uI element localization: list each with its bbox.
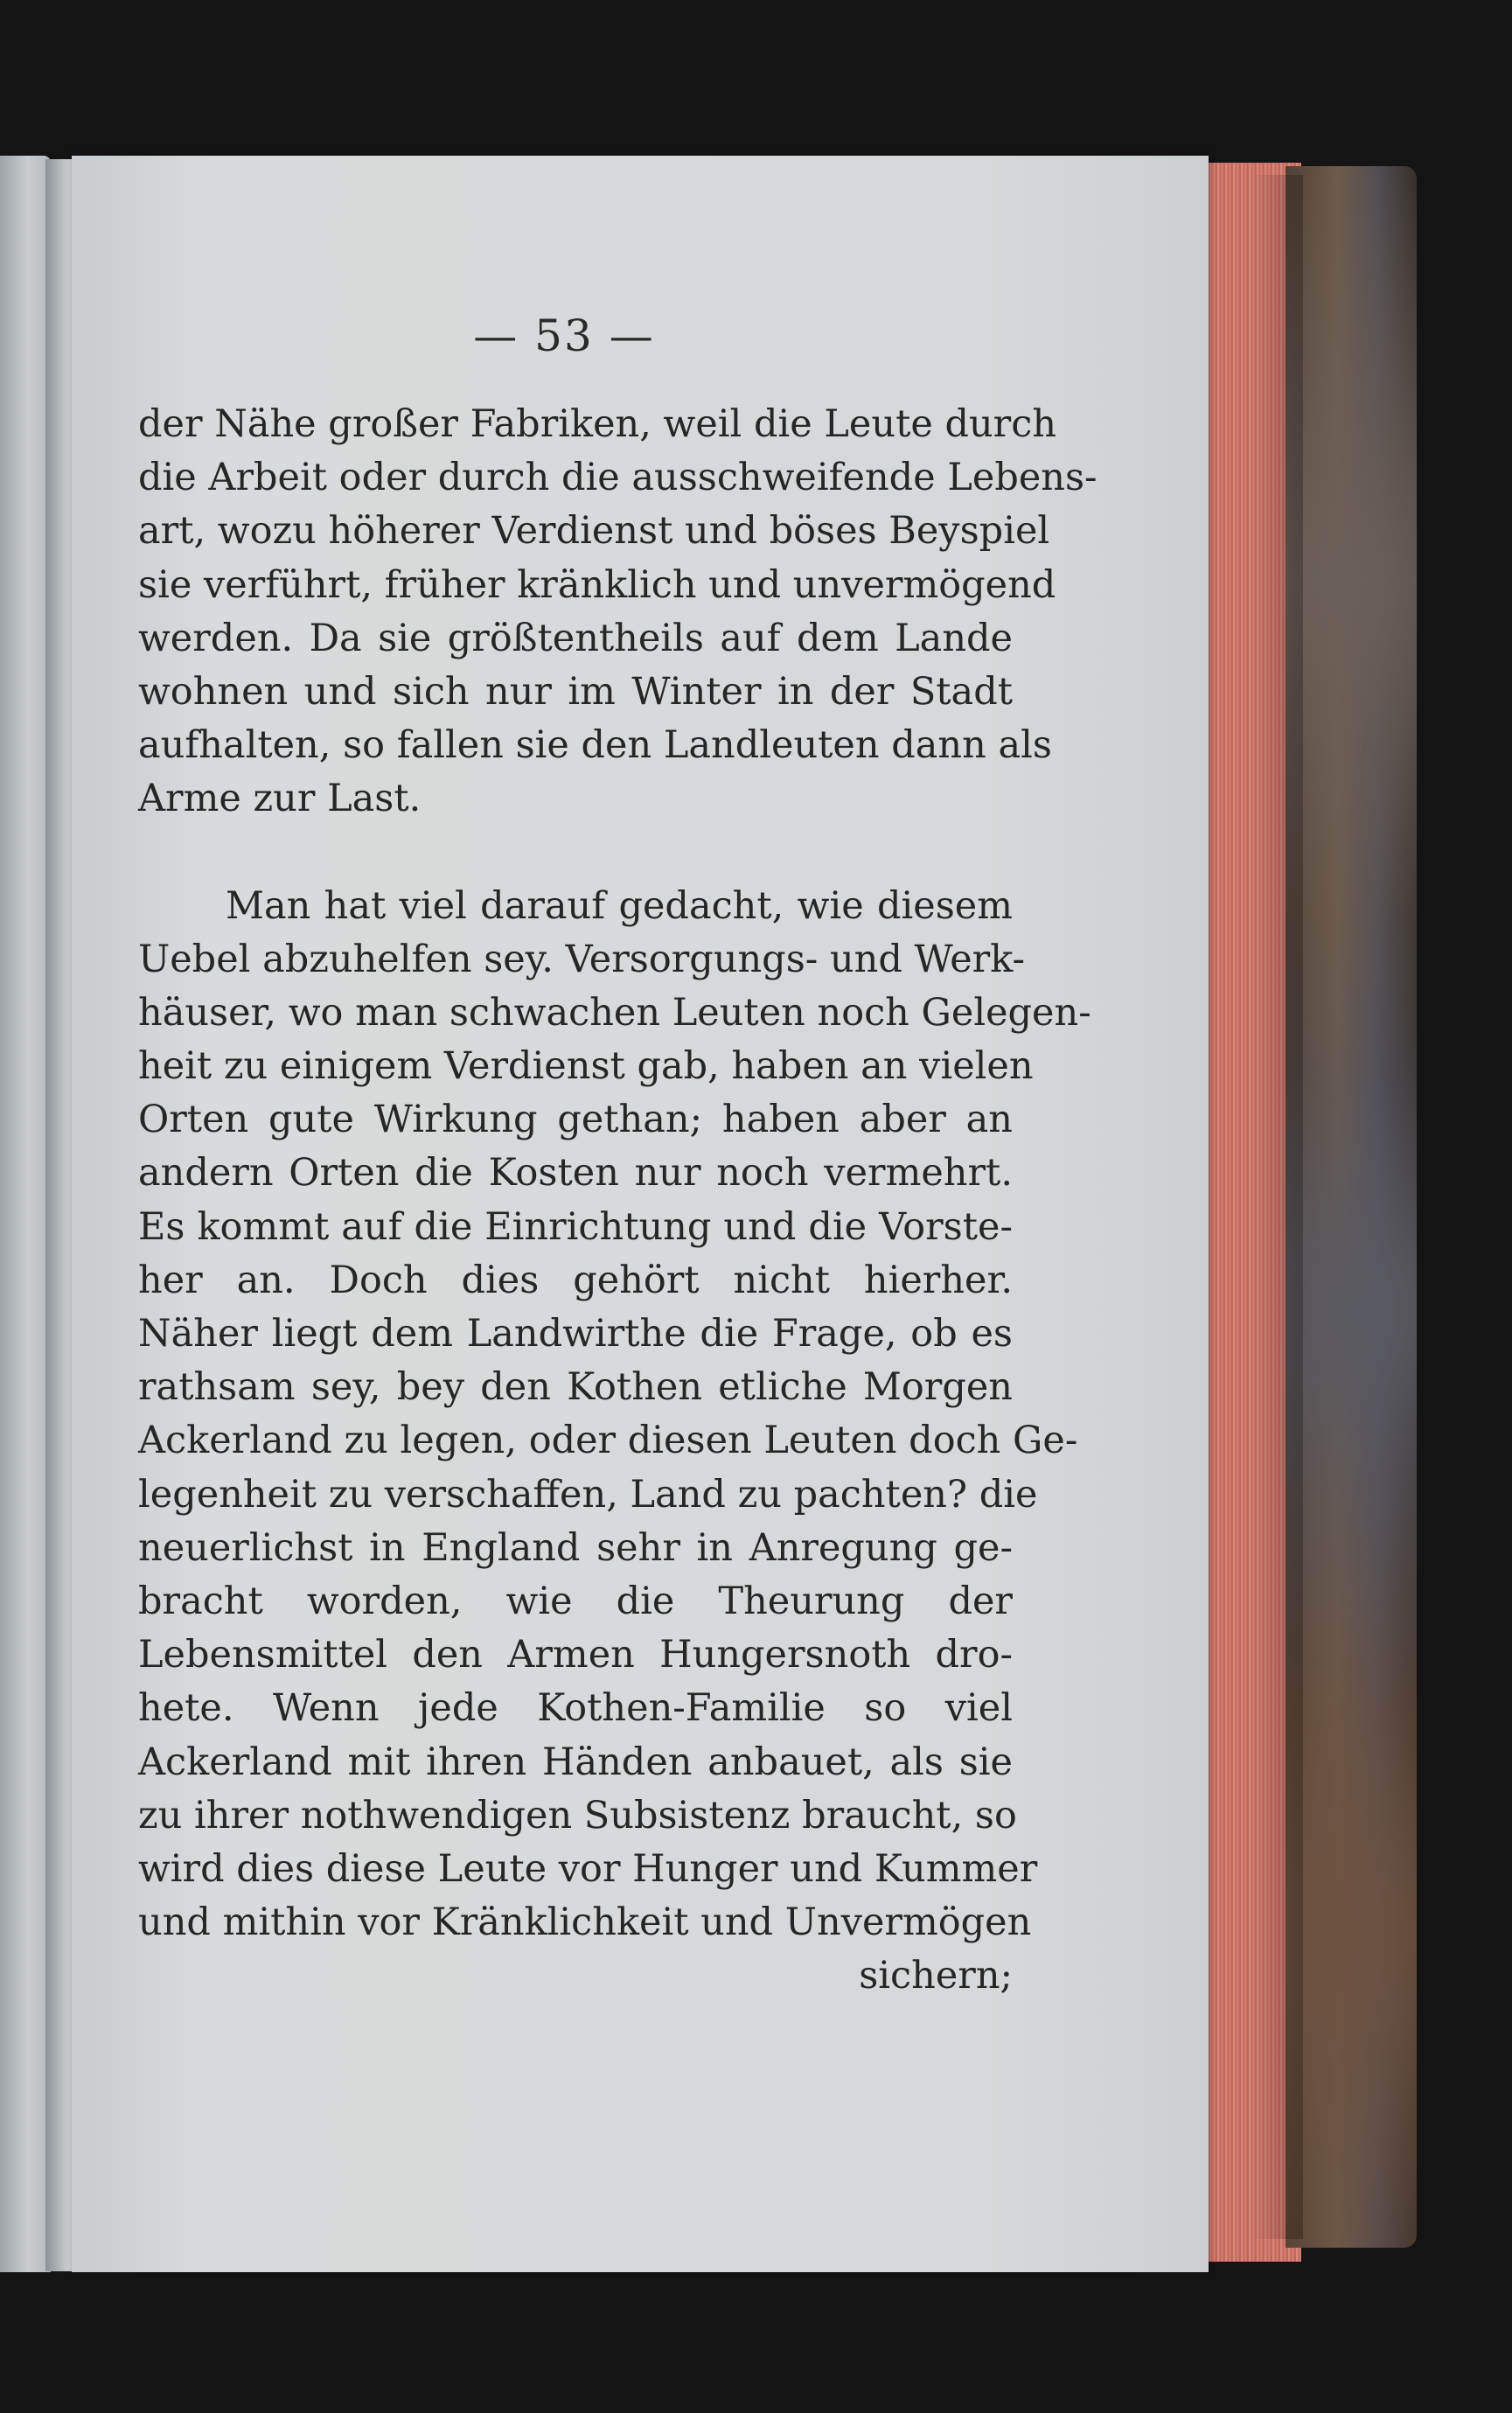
text-line: Ackerland mit ihren Händen anbauet, als sie: [138, 1740, 1013, 1784]
text-line: Arme zur Last.: [138, 777, 422, 821]
text-line: legenheit zu verschaffen, Land zu pachten? die: [138, 1472, 1038, 1517]
text-line: wohnen und sich nur im Winter in der Stadt: [138, 669, 1013, 714]
page-number: — 53 —: [473, 310, 655, 361]
text-line: und mithin vor Kränklichkeit und Unvermögen: [138, 1900, 1032, 1945]
text-line: der Nähe großer Fabriken, weil die Leute durch: [138, 402, 1057, 446]
text-line: häuser, wo man schwachen Leuten noch Gelegen-: [138, 990, 1091, 1035]
facing-page-edge: [0, 156, 51, 2272]
text-line: rathsam sey, bey den Kothen etliche Morgen: [138, 1365, 1013, 1410]
text-line: sie verführt, früher kränklich und unvermögend: [138, 562, 1056, 607]
text-line: hete. Wenn jede Kothen-Familie so viel: [138, 1686, 1013, 1731]
text-line: zu ihrer nothwendigen Subsistenz braucht, so: [138, 1793, 1017, 1838]
body-text: [138, 398, 1097, 2003]
text-line: art, wozu höherer Verdienst und böses Beyspiel: [138, 509, 1050, 554]
text-line: Es kommt auf die Einrichtung und die Vorste-: [138, 1204, 1013, 1249]
text-line: Lebensmittel den Armen Hungersnoth dro-: [138, 1633, 1013, 1677]
text-line: aufhalten, so fallen sie den Landleuten dann als: [138, 723, 1052, 768]
text-line: bracht worden, wie die Theurung der: [138, 1579, 1013, 1623]
text-line: Näher liegt dem Landwirthe die Frage, ob es: [138, 1312, 1013, 1356]
marbled-book-cover: [1286, 166, 1417, 2248]
text-line: heit zu einigem Verdienst gab, haben an vielen: [138, 1044, 1034, 1089]
text-line: andern Orten die Kosten nur noch vermehrt.: [138, 1151, 1013, 1196]
catchword: sichern;: [859, 1954, 1013, 1998]
paragraph-gap: [138, 826, 1013, 880]
text-line: Orten gute Wirkung gethan; haben aber an: [138, 1098, 1013, 1142]
page-edge-shadow: [1251, 175, 1303, 2239]
text-line: her an. Doch dies gehört nicht hierher.: [138, 1258, 1013, 1302]
text-line: Man hat viel darauf gedacht, wie diesem: [226, 883, 1013, 928]
text-line: Ackerland zu legen, oder diesen Leuten doch Ge-: [138, 1419, 1078, 1463]
text-line: Uebel abzuhelfen sey. Versorgungs- und Werk-: [138, 937, 1026, 981]
text-line: die Arbeit oder durch die ausschweifende Lebens-: [138, 456, 1097, 500]
text-line: werden. Da sie größtentheils auf dem Lande: [138, 616, 1013, 660]
text-line: wird dies diese Leute vor Hunger und Kummer: [138, 1846, 1038, 1891]
text-line: neuerlichst in England sehr in Anregung ge-: [138, 1525, 1013, 1570]
